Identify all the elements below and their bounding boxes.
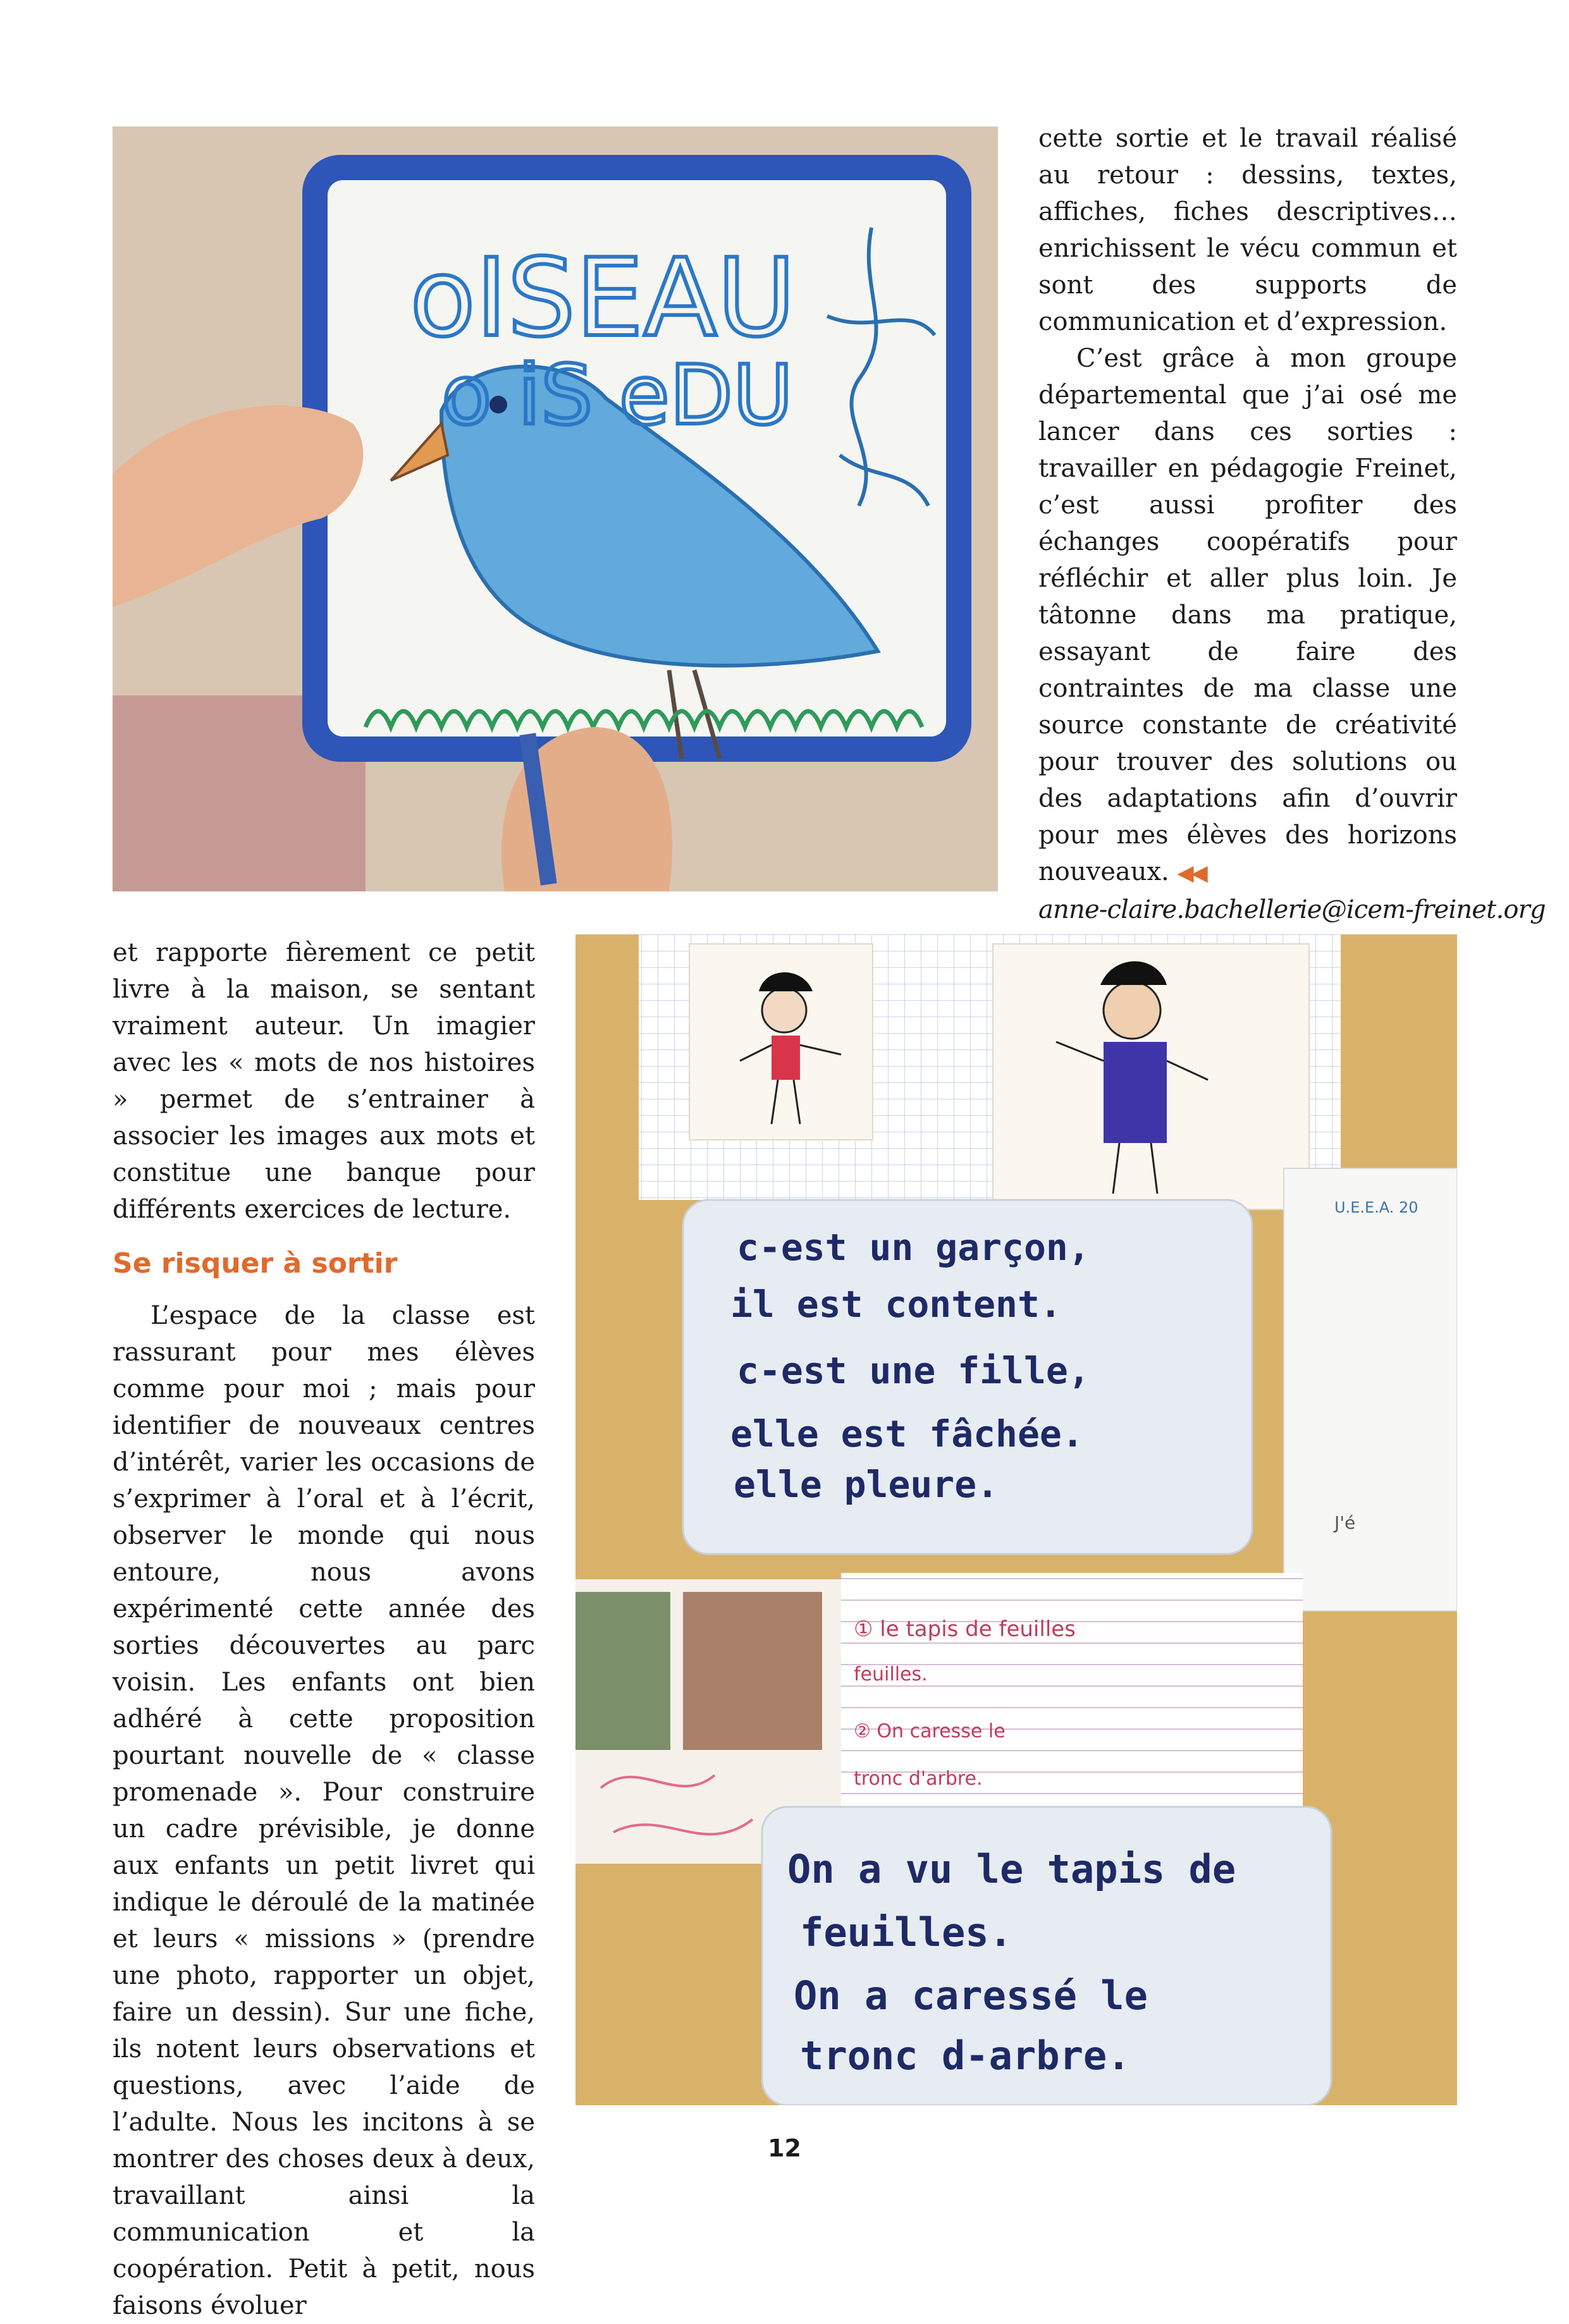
card1-line-4: elle est fâchée. (730, 1412, 1084, 1455)
whiteboard-word-2: o iS eDU (441, 347, 794, 443)
card1-line-2: il est content. (730, 1283, 1062, 1326)
worksheet-line-3: ② On caresse le (854, 1720, 1006, 1742)
card1-line-3: c-est une fille, (737, 1349, 1090, 1392)
card2-line-2: feuilles. (800, 1909, 1012, 1955)
author-email: anne-claire.bachellerie@icem-freinet.org (1038, 895, 1546, 924)
page-number: 12 (768, 2134, 801, 2162)
paragraph-groupe-departemental (1038, 340, 1457, 891)
section-heading: Se risquer à sortir (113, 1247, 398, 1280)
booklet-label: U.E.E.A. 20 (1334, 1199, 1418, 1216)
whiteboard-word-1: oISEAU (410, 236, 796, 361)
booklet-foot: J'é (1334, 1512, 1356, 1533)
worksheet-line-1: ① le tapis de feuilles (854, 1617, 1076, 1642)
card1-line-1: c-est un garçon, (737, 1226, 1090, 1269)
text-column-left (113, 934, 535, 2324)
end-mark-icon: ◀◀ (1177, 860, 1205, 886)
paragraph-continuation: cette sortie et le travail réalisé au retour : dessins, textes, affiches, fiches descriptives… enrichissent le vécu commun et sont des supports de communication et d’expression. (1038, 124, 1457, 336)
card2-line-1: On a vu le tapis de (787, 1846, 1236, 1892)
paragraph-sortir: L’espace de la classe est rassurant pour mes élèves comme pour moi ; mais pour identifier de nouveaux centres d’intérêt, varier les occasions de s’exprimer à l’oral et à l’écrit, observer le monde qui nous entoure, nous avons expérimenté cette année des sorties découvertes au parc voisin. Les enfants ont bien adhéré à cette proposition pourtant nouvelle de « classe promenade ». Pour construire un cadre prévisible, je donne aux enfants un petit livret qui indique le déroulé de la matinée et leurs « missions » (prendre une photo, rapporter un objet, faire un dessin). Sur une fiche, ils notent leurs observations et questions, avec l’aide de l’adulte. Nous les incitons à se montrer des choses deux à deux, travaillant ainsi la communication et la coopération. Petit à petit, nous faisons évoluer (113, 1301, 535, 2320)
card2-line-4: tronc d-arbre. (800, 2033, 1131, 2079)
paragraph-imagier: et rapporte fièrement ce petit livre à la maison, se sentant vraiment auteur. Un imagier avec les « mots de nos histoires » permet de s’entrainer à associer les images aux mots et constitue une banque pour différents exercices de lecture. (113, 938, 535, 1224)
paragraph-groupe-text: C’est grâce à mon groupe départemental que j’ai osé me lancer dans ces sorties : travailler en pédagogie Freinet, c’est aussi profiter des échanges coopératifs pour réfléchir et aller plus loin. Je tâtonne dans ma pratique, essayant de faire des contraintes de ma classe une source constante de créativité pour trouver des solutions ou des adaptations afin d’ouvrir pour mes élèves des horizons nouveaux. (1038, 344, 1457, 886)
whiteboard-photo (113, 126, 998, 891)
card1-line-5: elle pleure. (734, 1463, 999, 1506)
card2-line-3: On a caressé le (794, 1972, 1148, 2019)
worksheet-line-4: tronc d'arbre. (854, 1768, 983, 1790)
collage-photo (575, 934, 1457, 2105)
text-column-right (1038, 120, 1546, 928)
worksheet-line-2: feuilles. (854, 1663, 928, 1685)
